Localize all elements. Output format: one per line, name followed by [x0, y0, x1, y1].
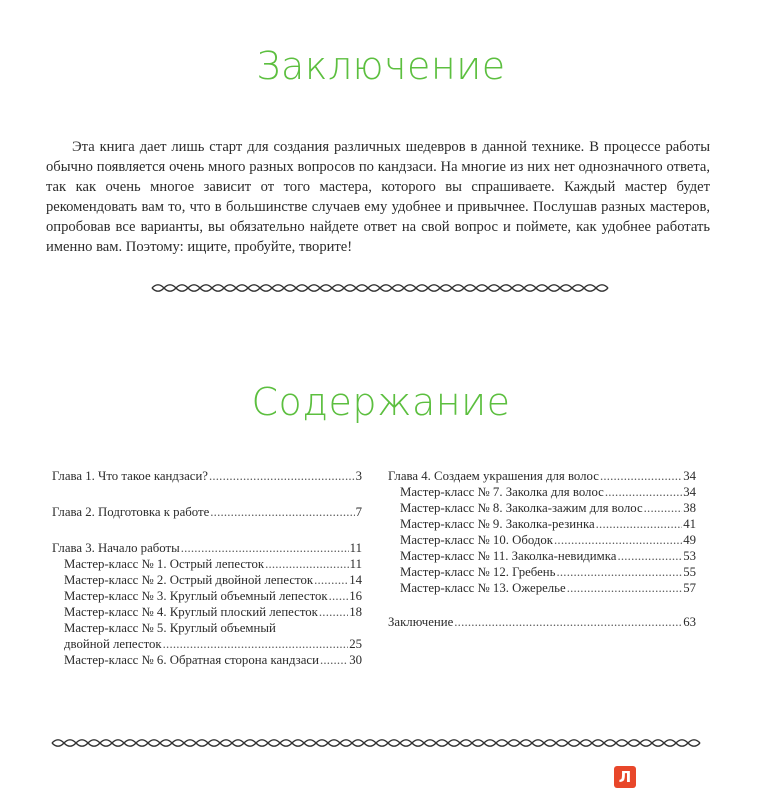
toc-entry-label: Заключение: [388, 615, 454, 629]
toc-entry-page: 7: [355, 505, 362, 519]
toc-entry-label: Мастер-класс № 11. Заколка-невидимка: [400, 549, 617, 563]
toc-entry-label: Мастер-класс № 5. Круглый объемный: [64, 621, 276, 635]
toc-entry[interactable]: [52, 620, 362, 636]
toc-right-column: [388, 468, 696, 630]
toc-entry-continued[interactable]: [52, 636, 362, 652]
toc-entry-label: Мастер-класс № 4. Круглый плоский лепесток: [64, 605, 318, 619]
toc-entry-page: 57: [683, 581, 696, 595]
chain-divider-bottom: [50, 736, 710, 750]
toc-entry[interactable]: [388, 548, 696, 564]
toc-entry-page: 18: [349, 605, 362, 619]
toc-entry-page: 49: [683, 533, 696, 547]
toc-entry[interactable]: [388, 500, 696, 516]
toc-entry[interactable]: [388, 532, 696, 548]
toc-entry-label: Мастер-класс № 6. Обратная сторона кандзаси: [64, 653, 319, 667]
toc-entry-page: 34: [683, 485, 696, 499]
toc-entry-page: 38: [683, 501, 696, 515]
toc-entry-label: Глава 1. Что такое кандзаси?: [52, 469, 208, 483]
toc-entry[interactable]: [388, 516, 696, 532]
toc-entry-label: Мастер-класс № 1. Острый лепесток: [64, 557, 265, 571]
toc-entry-label: Мастер-класс № 13. Ожерелье: [400, 581, 566, 595]
toc-entry[interactable]: [388, 564, 696, 580]
toc-entry-page: 3: [355, 469, 362, 483]
toc-entry-label: Мастер-класс № 9. Заколка-резинка: [400, 517, 595, 531]
toc-entry[interactable]: [388, 614, 696, 630]
toc-entry-page: 63: [683, 615, 696, 629]
toc-entry-label: Мастер-класс № 10. Ободок: [400, 533, 554, 547]
conclusion-title: Заключение: [256, 44, 506, 88]
toc-entry[interactable]: [52, 652, 362, 668]
toc-entry-page: 11: [349, 557, 362, 571]
toc-entry-page: 41: [683, 517, 696, 531]
toc-entry[interactable]: [388, 484, 696, 500]
toc-entry-page: 14: [349, 573, 362, 587]
toc-entry-page: 30: [349, 653, 362, 667]
toc-entry-label: Глава 2. Подготовка к работе: [52, 505, 210, 519]
toc-entry-page: 53: [683, 549, 696, 563]
conclusion-text: Эта книга дает лишь старт для создания различных шедевров в данной технике. В процессе работы обычно появляется очень много разных вопросов по кандзаси. На многие из них нет однозначного ответа, так как очень многое зависит от того мастера, которого вы спрашиваете. Каждый мастер будет рекомендовать вам то, что в большинстве случаев ему удобнее и привычнее. Послушав разных мастеров, опробовав все варианты, вы обязательно найдете ответ на свой вопрос и поймете, как удобнее работать именно вам. Поэтому: ищите, пробуйте, творите!: [46, 138, 710, 255]
toc-entry-page: 11: [349, 541, 362, 555]
toc-left-column: [52, 468, 362, 668]
toc-entry[interactable]: [52, 572, 362, 588]
toc-entry[interactable]: [52, 604, 362, 620]
toc-entry[interactable]: [52, 504, 362, 520]
toc-entry-label: двойной лепесток: [64, 637, 162, 651]
toc-entry[interactable]: [52, 588, 362, 604]
chain-divider-top: [150, 281, 610, 295]
publisher-logo-icon: Л: [614, 766, 636, 788]
toc-entry-label: Глава 3. Начало работы: [52, 541, 180, 555]
toc-entry[interactable]: [52, 556, 362, 572]
toc-entry-label: Мастер-класс № 12. Гребень: [400, 565, 556, 579]
toc-entry-label: Мастер-класс № 2. Острый двойной лепесток: [64, 573, 314, 587]
toc-entry[interactable]: [388, 468, 696, 484]
toc-entry-label: Глава 4. Создаем украшения для волос: [388, 469, 599, 483]
toc-entry[interactable]: [52, 540, 362, 556]
contents-title: Содержание: [251, 380, 511, 424]
toc-entry-label: Мастер-класс № 7. Заколка для волос: [400, 485, 604, 499]
toc-entry-page: 55: [683, 565, 696, 579]
toc-entry-page: 16: [349, 589, 362, 603]
toc-entry[interactable]: [52, 468, 362, 484]
toc-entry[interactable]: [388, 580, 696, 596]
toc-entry-label: Мастер-класс № 8. Заколка-зажим для волос: [400, 501, 643, 515]
toc-entry-page: 34: [683, 469, 696, 483]
toc-entry-page: 25: [349, 637, 362, 651]
toc-entry-label: Мастер-класс № 3. Круглый объемный лепесток: [64, 589, 328, 603]
